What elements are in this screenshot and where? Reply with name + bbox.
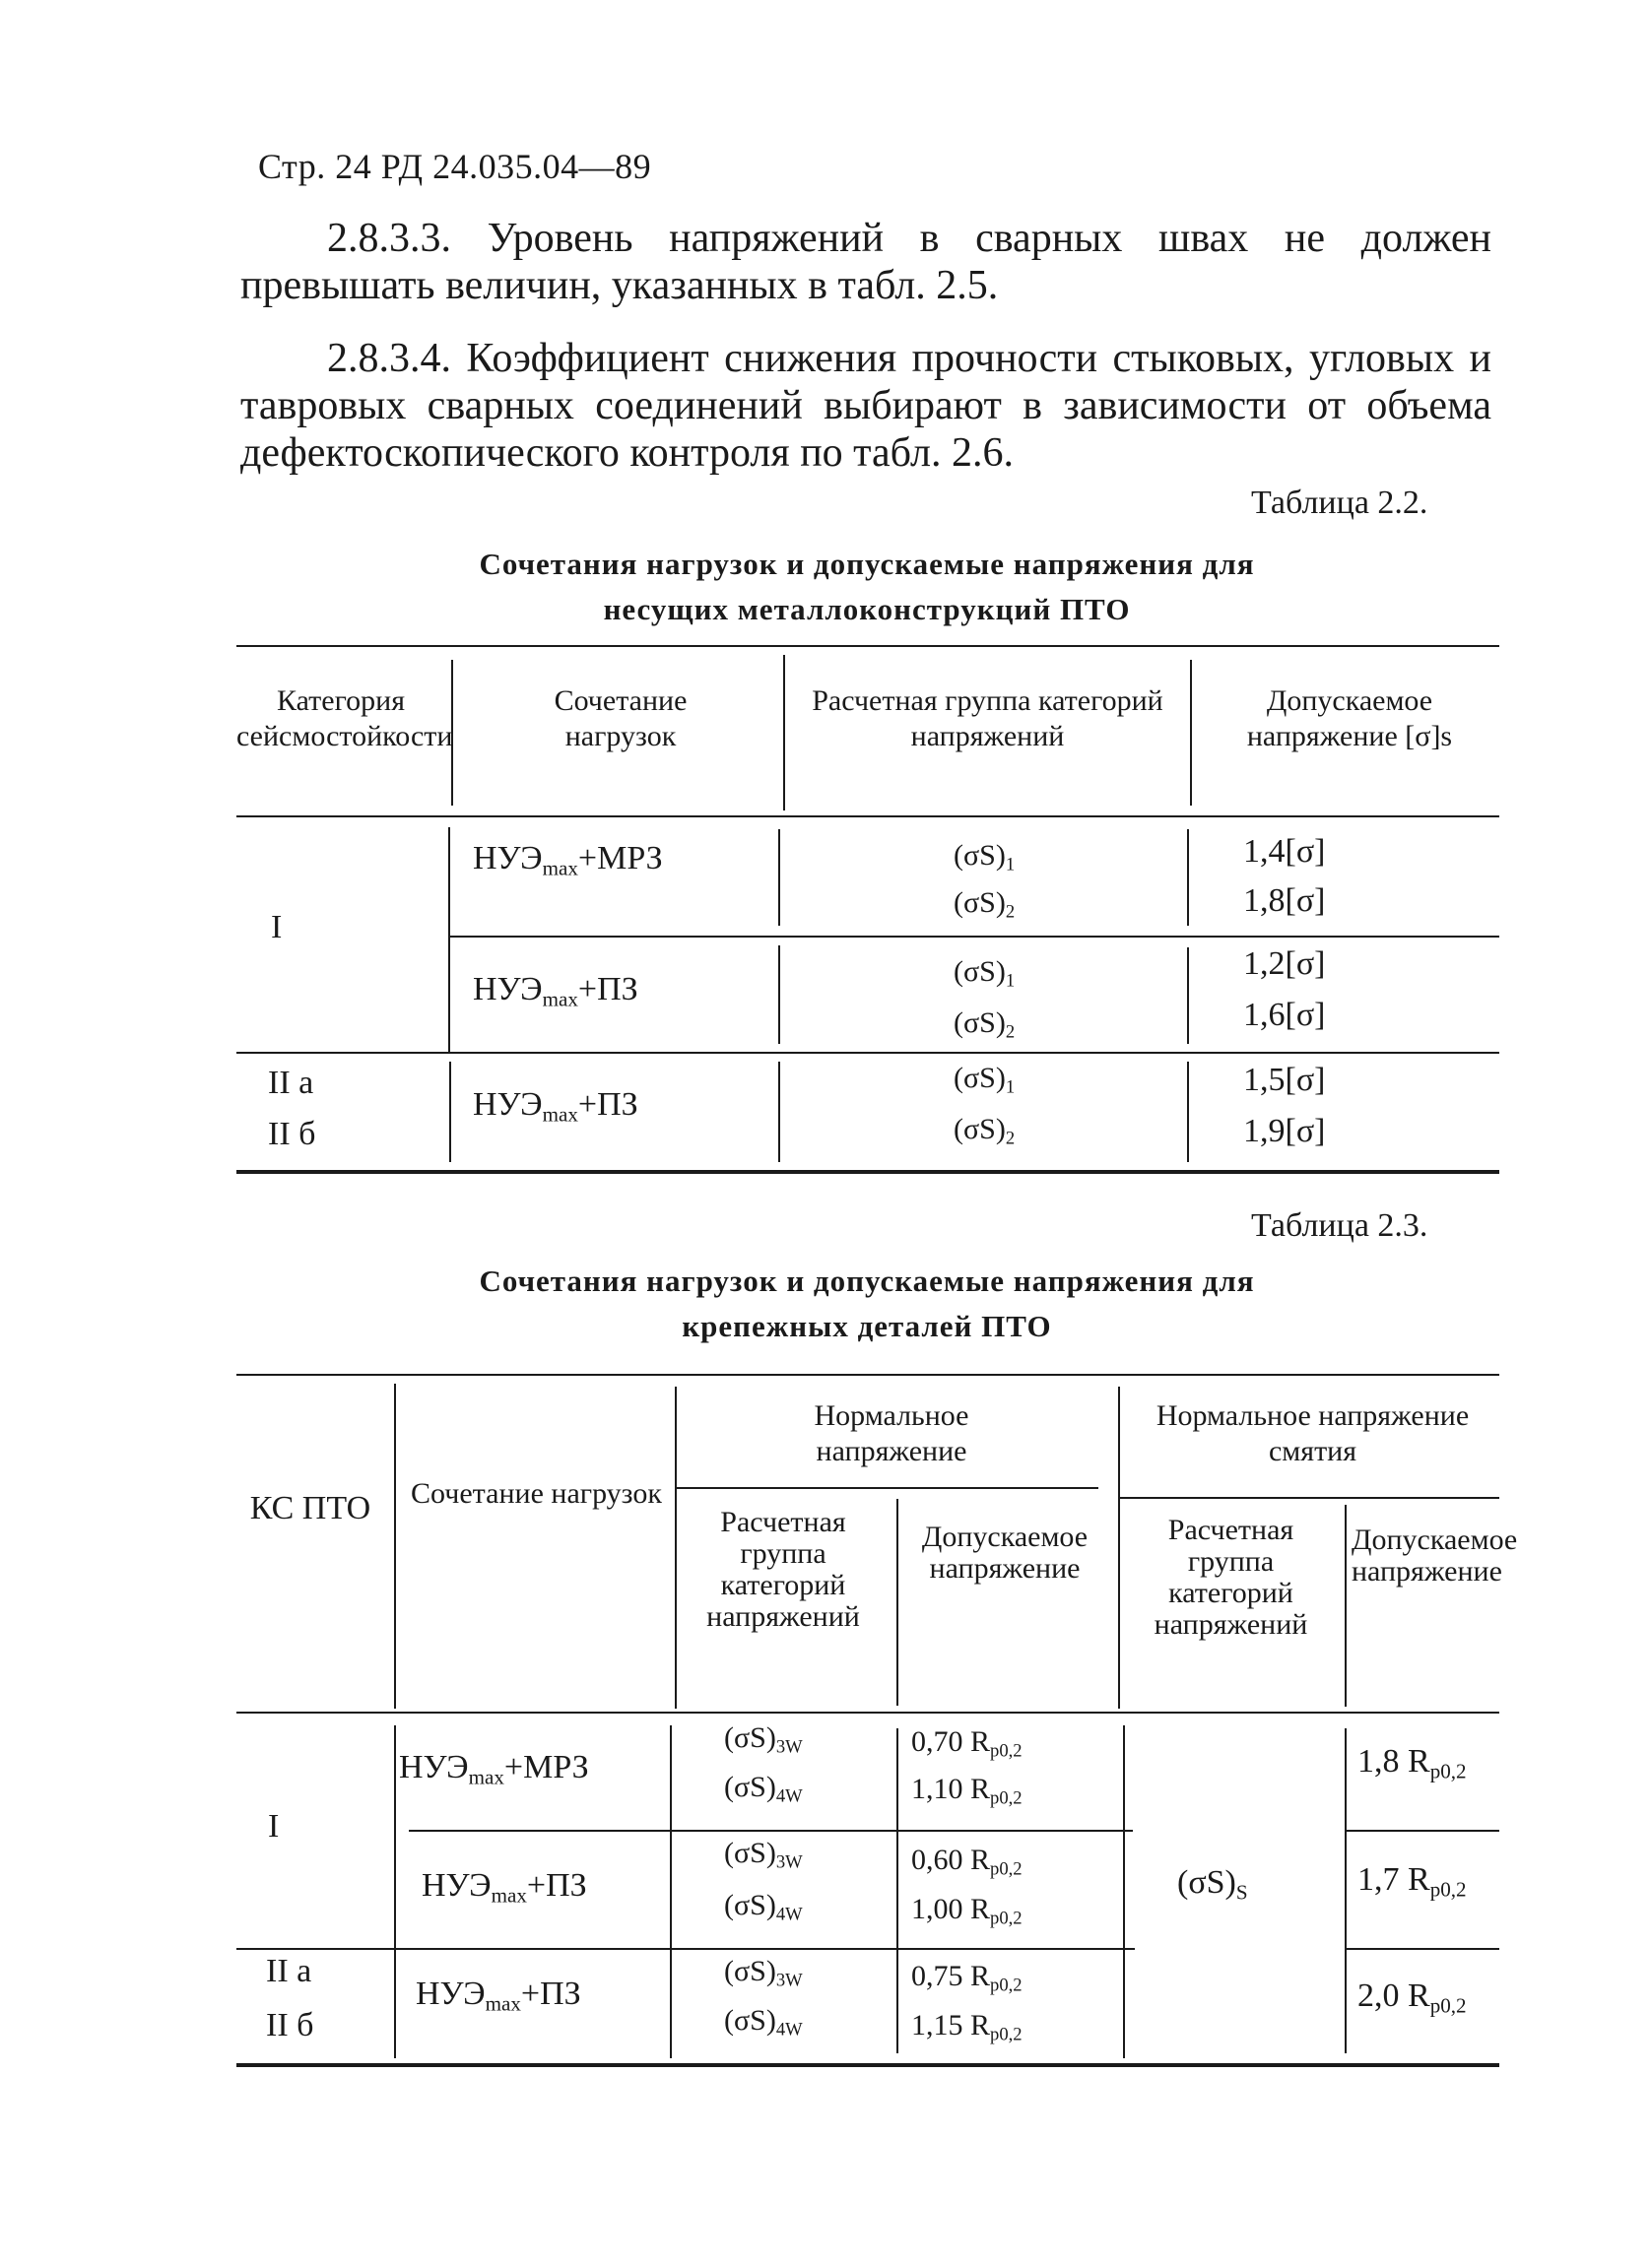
group-sigma: $(\sigma S)_1$ (954, 1062, 1016, 1098)
allowed-crush-value: 1,8 $R_{p0,2}$ (1357, 1743, 1467, 1783)
rule (1187, 1062, 1189, 1162)
allowed-value: 1,6[σ] (1243, 997, 1326, 1033)
rule (1187, 947, 1189, 1044)
rule (236, 815, 1499, 817)
rule (778, 1062, 780, 1162)
col-header-group-normal: Расчетная группа категорий напряжений (706, 1506, 860, 1633)
table-2-2-label: Таблица 2.2. (1251, 485, 1428, 521)
group-sigma: $(\sigma S)_{4W}$ (724, 1771, 803, 1807)
rule (449, 1062, 451, 1162)
allowed-normal-value: 1,10 $R_{p0,2}$ (911, 1773, 1023, 1809)
combo-pz: $НУЭ_{max}+ПЗ$ (473, 1086, 638, 1127)
combo-pz: $НУЭ_{max}+ПЗ$ (473, 971, 638, 1011)
rule (236, 2063, 1499, 2067)
rule (896, 1728, 898, 2053)
rule (236, 1948, 1135, 1950)
rule (1118, 1497, 1499, 1499)
rule (783, 655, 785, 810)
table-2-3-label: Таблица 2.3. (1251, 1207, 1428, 1244)
group-sigma: $(\sigma S)_{3W}$ (724, 1955, 803, 1991)
col-header-group-crush: Расчетная группа категорий напряжений (1154, 1514, 1308, 1641)
rule (1118, 1387, 1120, 1709)
combo-pz: $НУЭ_{max}+ПЗ$ (422, 1867, 587, 1908)
allowed-normal-value: 0,70 $R_{p0,2}$ (911, 1725, 1023, 1762)
category-IIb: II б (268, 1116, 316, 1152)
rule (1345, 1505, 1347, 1707)
allowed-value: 1,9[σ] (1243, 1113, 1326, 1149)
category-I: I (268, 1808, 280, 1845)
paragraph-2-8-3-3: 2.8.3.3. Уровень напряжений в сварных швах не должен превышать величин, указанных в табл. 2.5. (240, 216, 1491, 308)
rule (409, 1830, 1133, 1832)
col-header-allowed-normal: Допускаемое напряжение (921, 1521, 1089, 1585)
allowed-normal-value: 0,75 $R_{p0,2}$ (911, 1960, 1023, 1996)
rule (394, 1384, 396, 1709)
group-sigma: $(\sigma S)_{3W}$ (724, 1837, 803, 1873)
group-sigma: $(\sigma S)_1$ (954, 955, 1016, 992)
col-header-allowed: Допускаемое напряжение [σ]s (1246, 684, 1453, 752)
rule (394, 1725, 396, 2058)
rule (778, 945, 780, 1044)
allowed-normal-value: 1,15 $R_{p0,2}$ (911, 2009, 1023, 2045)
rule (1345, 1728, 1347, 2053)
rule (236, 1712, 1499, 1714)
rule (670, 1725, 672, 2058)
rule (236, 1170, 1499, 1174)
combo-mrz: $НУЭ_{max}+МРЗ$ (399, 1749, 589, 1789)
category-I: I (271, 909, 283, 945)
group-sigma: $(\sigma S)_1$ (954, 839, 1016, 875)
allowed-crush-value: 1,7 $R_{p0,2}$ (1357, 1861, 1467, 1902)
allowed-value: 1,8[σ] (1243, 882, 1326, 919)
allowed-normal-value: 1,00 $R_{p0,2}$ (911, 1893, 1023, 1929)
group-sigma: $(\sigma S)_{4W}$ (724, 1889, 803, 1925)
group-crush-sigma: $(\sigma S)_S$ (1177, 1864, 1248, 1905)
group-sigma: $(\sigma S)_2$ (954, 1006, 1016, 1043)
rule (1345, 1830, 1499, 1832)
allowed-value: 1,4[σ] (1243, 833, 1326, 870)
rule (675, 1387, 677, 1709)
allowed-crush-value: 2,0 $R_{p0,2}$ (1357, 1977, 1467, 2018)
combo-pz: $НУЭ_{max}+ПЗ$ (416, 1976, 581, 2016)
rule (236, 1052, 1499, 1054)
rule (1345, 1948, 1499, 1950)
rule (1123, 1725, 1125, 2058)
rule (236, 1374, 1499, 1376)
rule (675, 1487, 1098, 1489)
allowed-value: 1,2[σ] (1243, 945, 1326, 982)
col-header-normal: Нормальное напряжение (814, 1399, 969, 1467)
group-sigma: $(\sigma S)_{4W}$ (724, 2004, 803, 2041)
rule (778, 829, 780, 926)
combo-mrz: $НУЭ_{max}+МРЗ$ (473, 840, 663, 880)
col-header-combo: Сочетание нагрузок (554, 684, 688, 752)
category-IIa: II а (268, 1065, 314, 1101)
col-header-allowed-crush: Допускаемое напряжение (1352, 1523, 1518, 1588)
col-header-ks: КС ПТО (249, 1490, 371, 1526)
col-header-group: Расчетная группа категорий напряжений (812, 684, 1163, 752)
table-2-3-caption: Сочетания нагрузок и допускаемые напряжения для крепежных деталей ПТО (479, 1264, 1255, 1343)
rule (236, 645, 1499, 647)
page-header: Стр. 24 РД 24.035.04—89 (258, 147, 652, 186)
rule (448, 827, 450, 1054)
col-header-combo: Сочетание нагрузок (411, 1477, 662, 1510)
group-sigma: $(\sigma S)_{3W}$ (724, 1721, 803, 1758)
rule (1187, 829, 1189, 926)
rule (1190, 660, 1192, 806)
allowed-value: 1,5[σ] (1243, 1062, 1326, 1098)
group-sigma: $(\sigma S)_2$ (954, 886, 1016, 923)
category-IIa: II а (266, 1953, 312, 1989)
table-2-2-caption: Сочетания нагрузок и допускаемые напряжения для несущих металлоконструкций ПТО (479, 547, 1255, 626)
group-sigma: $(\sigma S)_2$ (954, 1113, 1016, 1149)
col-header-seismic: Категория сейсмостойкости (236, 684, 453, 752)
rule (448, 936, 1499, 938)
allowed-normal-value: 0,60 $R_{p0,2}$ (911, 1844, 1023, 1880)
paragraph-2-8-3-4: 2.8.3.4. Коэффициент снижения прочности стыковых, угловых и тавровых сварных соединений выбирают в зависимости от объема дефектоскопического контроля по табл. 2.6. (240, 336, 1491, 476)
category-IIb: II б (266, 2007, 314, 2043)
col-header-crush: Нормальное напряжение смятия (1156, 1399, 1470, 1467)
rule (896, 1499, 898, 1706)
